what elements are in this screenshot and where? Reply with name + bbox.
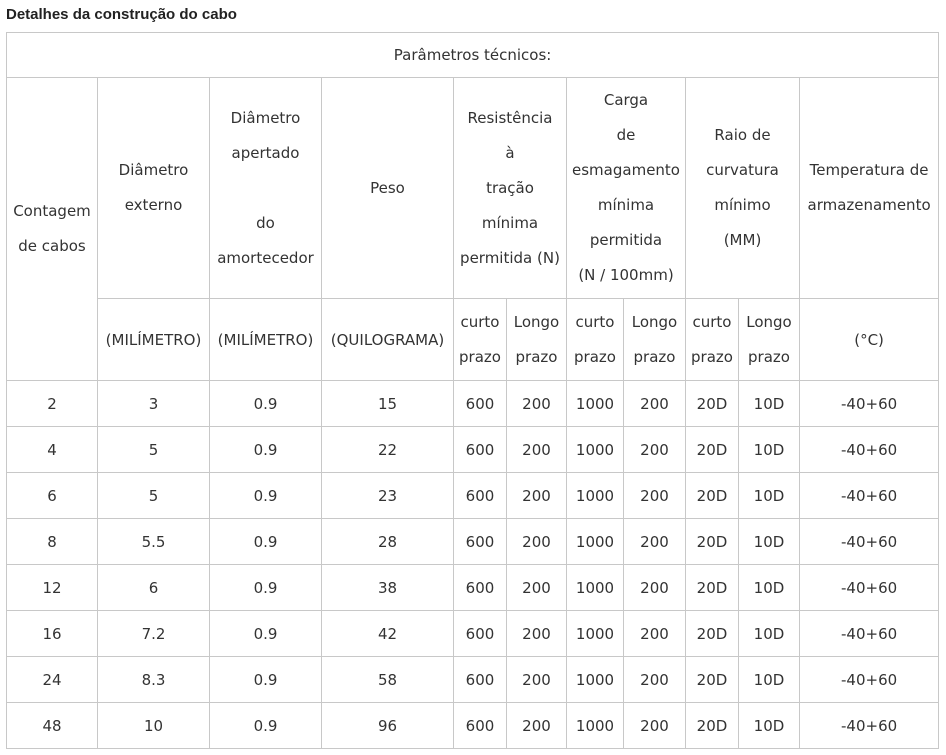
table-cell: 0.9	[210, 427, 322, 473]
table-cell: 0.9	[210, 703, 322, 749]
table-cell: 20D	[686, 519, 739, 565]
table-cell: -40+60	[800, 703, 939, 749]
table-cell: 1000	[567, 519, 624, 565]
header-storage-temperature: Temperatura de armazenamento	[800, 78, 939, 299]
table-cell: 200	[507, 565, 567, 611]
table-row	[7, 381, 939, 427]
table-cell: -40+60	[800, 519, 939, 565]
table-cell: 42	[322, 611, 454, 657]
table-cell: 0.9	[210, 519, 322, 565]
table-cell: 1000	[567, 427, 624, 473]
cable-spec-table	[6, 32, 939, 749]
table-cell: 20D	[686, 473, 739, 519]
table-cell: 200	[624, 519, 686, 565]
table-cell: 3	[98, 381, 210, 427]
table-cell: 20D	[686, 657, 739, 703]
table-row	[7, 427, 939, 473]
table-cell: 20D	[686, 381, 739, 427]
table-row	[7, 565, 939, 611]
table-cell: 1000	[567, 611, 624, 657]
tensile-long-term: Longo prazo	[507, 299, 567, 381]
table-cell: 1000	[567, 381, 624, 427]
table-cell: 8.3	[98, 657, 210, 703]
table-cell: 600	[454, 473, 507, 519]
table-cell: 10D	[739, 381, 800, 427]
table-cell: 96	[322, 703, 454, 749]
table-cell: 200	[507, 657, 567, 703]
table-cell: 0.9	[210, 611, 322, 657]
table-cell: 20D	[686, 565, 739, 611]
table-cell: 200	[624, 381, 686, 427]
table-cell: 38	[322, 565, 454, 611]
unit-tight-buffer-diameter: (MILÍMETRO)	[210, 299, 322, 381]
table-cell: 10D	[739, 565, 800, 611]
table-cell: 5.5	[98, 519, 210, 565]
bend-short-term: curto prazo	[686, 299, 739, 381]
table-cell: 600	[454, 703, 507, 749]
table-cell: 7.2	[98, 611, 210, 657]
unit-storage-temperature: (°C)	[800, 299, 939, 381]
technical-parameters-header: Parâmetros técnicos:	[7, 33, 939, 78]
table-cell: 12	[7, 565, 98, 611]
header-outer-diameter: Diâmetro externo	[98, 78, 210, 299]
table-row	[7, 473, 939, 519]
table-cell: 600	[454, 657, 507, 703]
table-cell: 8	[7, 519, 98, 565]
table-cell: 10D	[739, 519, 800, 565]
table-cell: 600	[454, 565, 507, 611]
table-cell: 200	[624, 427, 686, 473]
table-cell: 1000	[567, 703, 624, 749]
table-cell: 600	[454, 611, 507, 657]
table-cell: 10D	[739, 473, 800, 519]
table-cell: 2	[7, 381, 98, 427]
table-cell: 6	[98, 565, 210, 611]
table-cell: 5	[98, 427, 210, 473]
table-cell: 0.9	[210, 657, 322, 703]
header-tensile-strength: Resistência à tração mínima permitida (N)	[454, 78, 567, 299]
table-cell: -40+60	[800, 381, 939, 427]
tensile-short-term: curto prazo	[454, 299, 507, 381]
header-tight-buffer-diameter: Diâmetro apertado do amortecedor	[210, 78, 322, 299]
table-cell: 200	[624, 703, 686, 749]
table-cell: 16	[7, 611, 98, 657]
crush-short-term: curto prazo	[567, 299, 624, 381]
header-bend-radius: Raio de curvatura mínimo (MM)	[686, 78, 800, 299]
bend-long-term: Longo prazo	[739, 299, 800, 381]
table-cell: -40+60	[800, 565, 939, 611]
table-cell: 600	[454, 519, 507, 565]
table-cell: 23	[322, 473, 454, 519]
table-cell: 600	[454, 381, 507, 427]
table-row	[7, 611, 939, 657]
table-cell: -40+60	[800, 611, 939, 657]
table-row	[7, 703, 939, 749]
table-cell: 200	[624, 473, 686, 519]
header-weight: Peso	[322, 78, 454, 299]
table-cell: 200	[624, 611, 686, 657]
table-cell: 6	[7, 473, 98, 519]
page-title: Detalhes da construção do cabo	[6, 6, 237, 23]
table-row	[7, 657, 939, 703]
table-cell: 0.9	[210, 381, 322, 427]
unit-outer-diameter: (MILÍMETRO)	[98, 299, 210, 381]
table-cell: 5	[98, 473, 210, 519]
table-cell: 10D	[739, 703, 800, 749]
table-row	[7, 519, 939, 565]
table-cell: 24	[7, 657, 98, 703]
table-cell: 20D	[686, 427, 739, 473]
table-cell: 48	[7, 703, 98, 749]
table-cell: 58	[322, 657, 454, 703]
table-cell: 4	[7, 427, 98, 473]
table-cell: 200	[507, 703, 567, 749]
table-cell: 1000	[567, 565, 624, 611]
table-cell: 22	[322, 427, 454, 473]
table-cell: 200	[507, 473, 567, 519]
table-cell: 28	[322, 519, 454, 565]
table-cell: -40+60	[800, 473, 939, 519]
table-cell: 1000	[567, 473, 624, 519]
header-crush-load: Carga de esmagamento mínima permitida (N / 100mm)	[567, 78, 686, 299]
table-cell: 200	[507, 427, 567, 473]
table-cell: 200	[507, 611, 567, 657]
table-cell: 200	[507, 519, 567, 565]
table-cell: 20D	[686, 611, 739, 657]
header-cable-count: Contagem de cabos	[7, 78, 98, 381]
table-cell: -40+60	[800, 427, 939, 473]
table-cell: 10D	[739, 427, 800, 473]
table-cell: -40+60	[800, 657, 939, 703]
table-cell: 200	[507, 381, 567, 427]
table-cell: 10D	[739, 611, 800, 657]
table-cell: 200	[624, 565, 686, 611]
crush-long-term: Longo prazo	[624, 299, 686, 381]
table-cell: 0.9	[210, 565, 322, 611]
table-cell: 1000	[567, 657, 624, 703]
table-cell: 0.9	[210, 473, 322, 519]
table-cell: 20D	[686, 703, 739, 749]
table-cell: 200	[624, 657, 686, 703]
table-cell: 600	[454, 427, 507, 473]
table-cell: 10D	[739, 657, 800, 703]
table-cell: 10	[98, 703, 210, 749]
table-cell: 15	[322, 381, 454, 427]
unit-weight: (QUILOGRAMA)	[322, 299, 454, 381]
